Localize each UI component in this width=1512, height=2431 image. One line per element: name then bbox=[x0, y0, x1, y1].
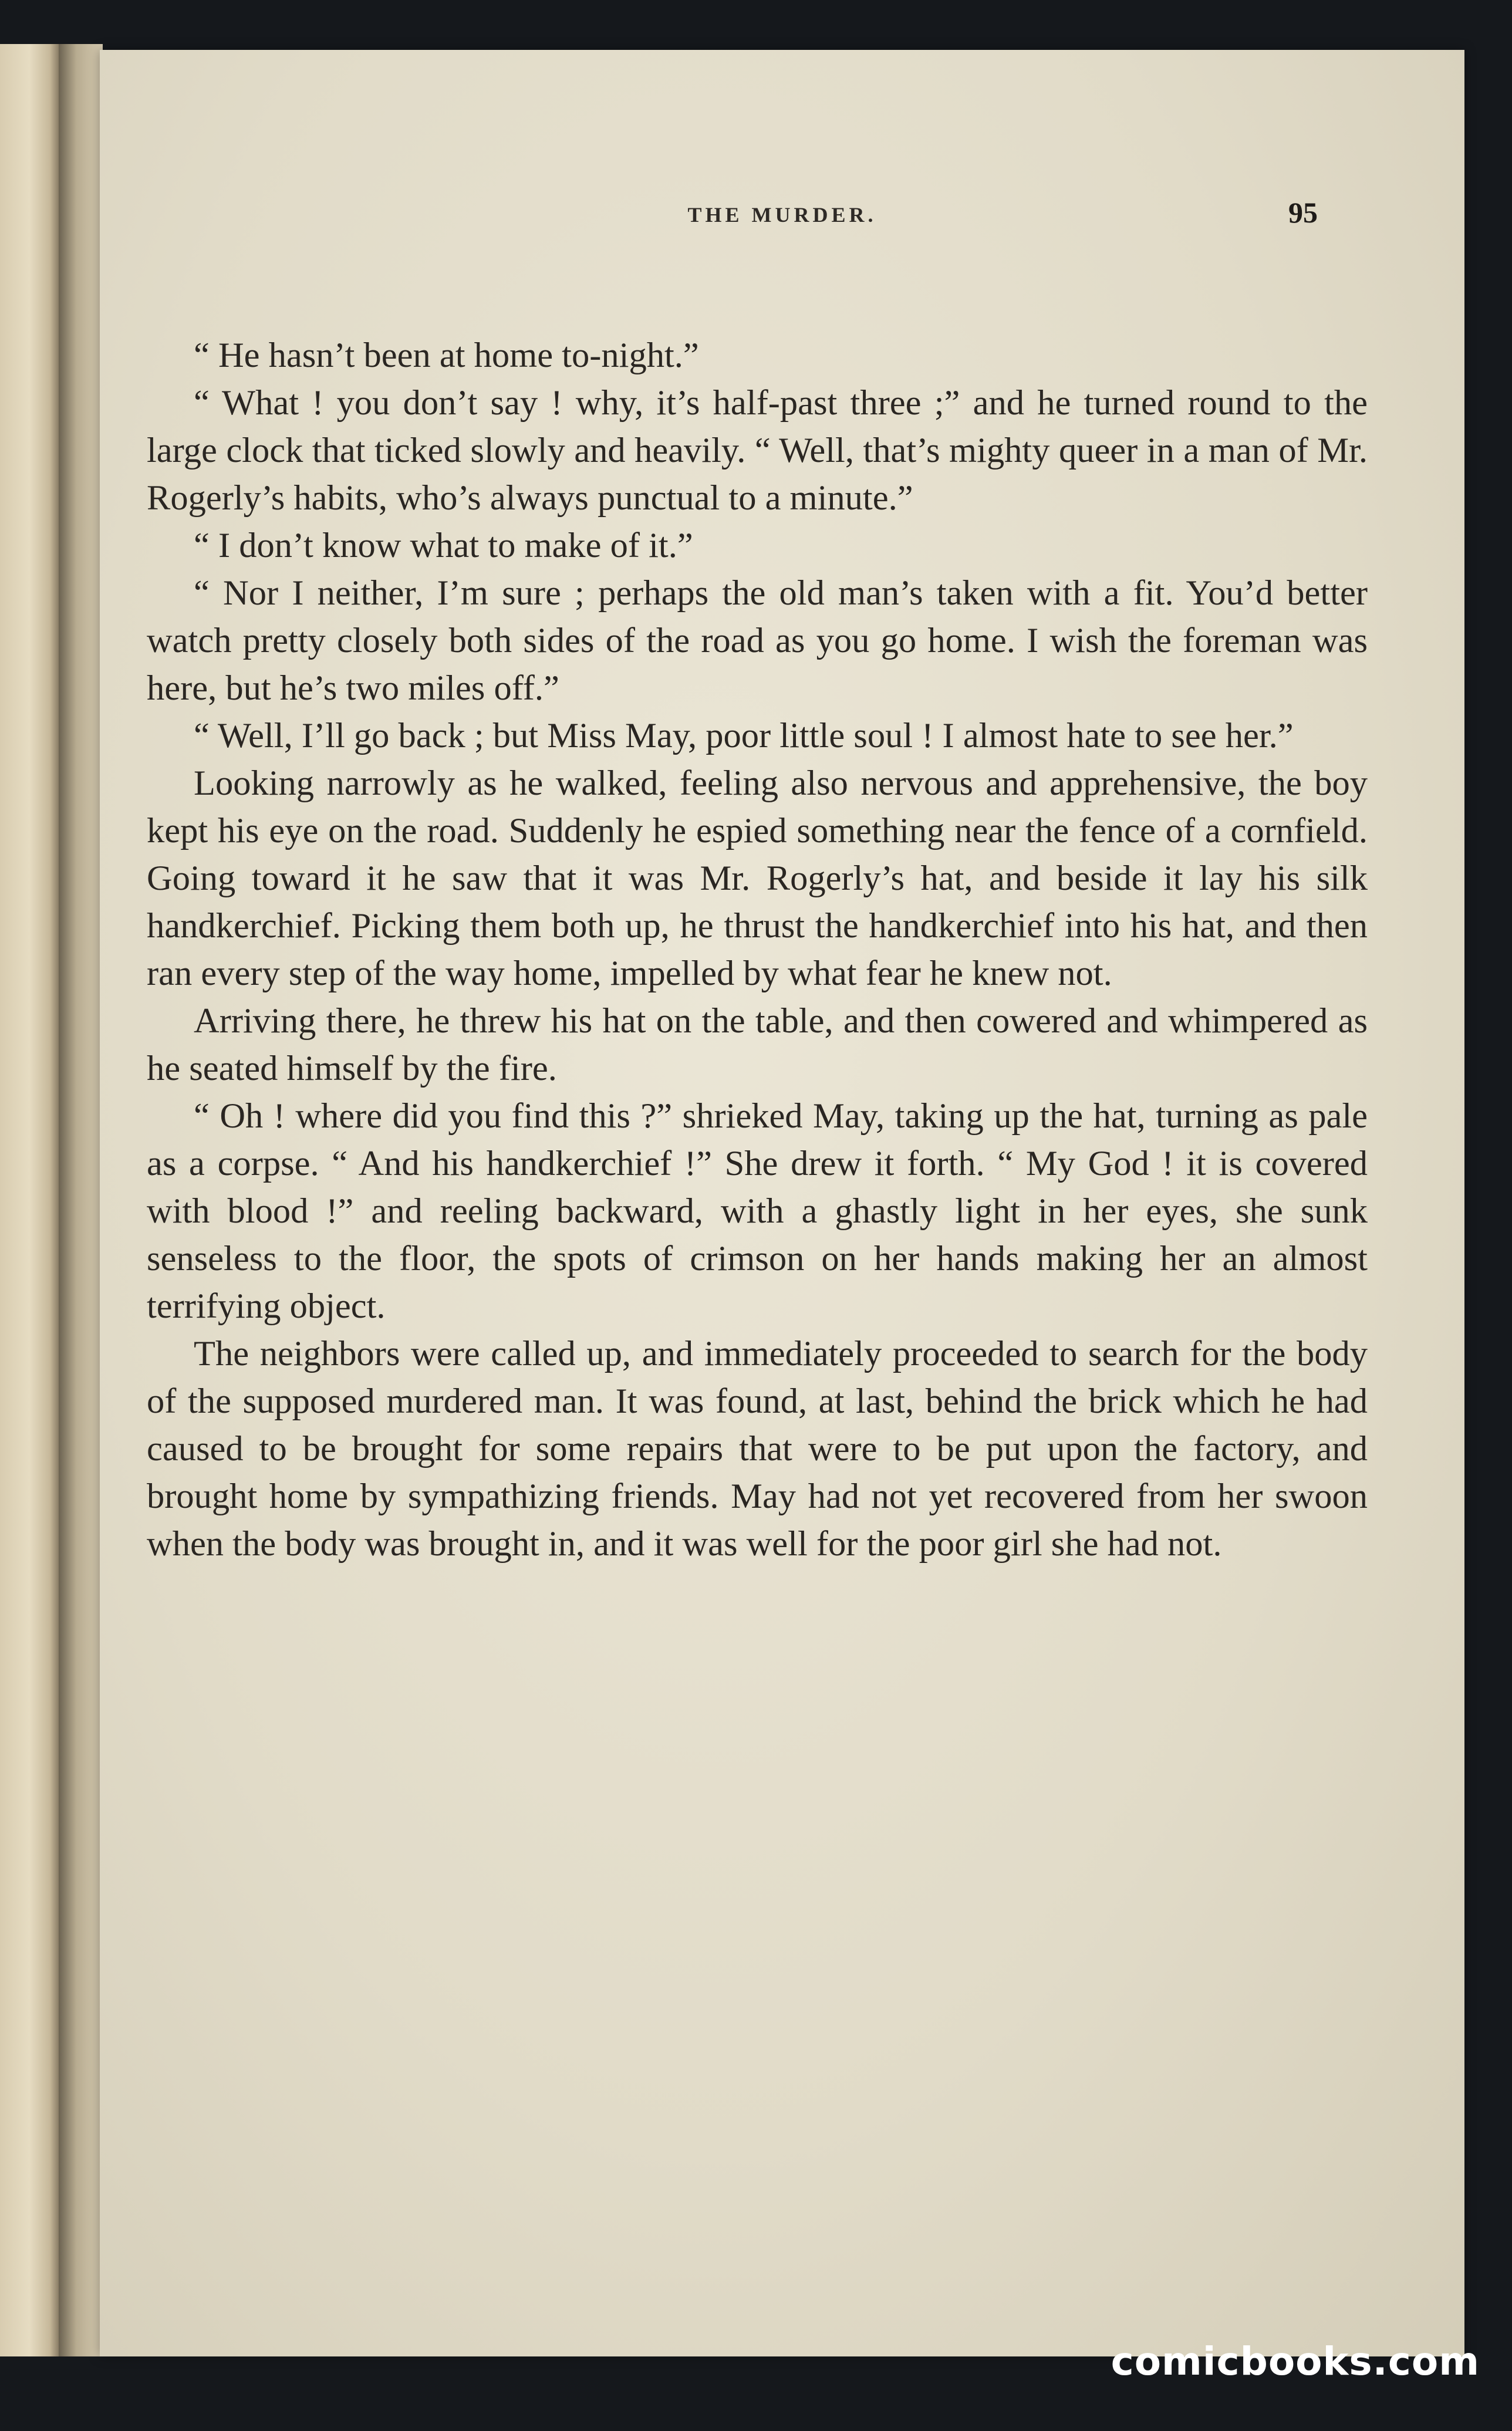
paragraph: “ He hasn’t been at home to-night.” bbox=[194, 336, 699, 375]
paragraph: “ Oh ! where did you find this ?” shrieked May, taking up the hat, turning as pale as a corpse. “ And his handkerchief !” She drew it forth. “ My God ! it is covered with blood !” and reeling backward, with a ghastly light in her eyes, she sunk senseless to the floor, the spots of crimson on her hands making her an almost terrifying object. bbox=[147, 1096, 1368, 1326]
paragraph: Looking narrowly as he walked, feeling also nervous and apprehensive, the boy kept his eye on the road. Suddenly he espied something near the fence of a cornfield. Going toward it he saw that it was Mr. Rogerly’s hat, and beside it lay his silk handkerchief. Picking them both up, he thrust the handkerchief into his hat, and then ran every step of the way home, impelled by what fear he knew not. bbox=[147, 764, 1368, 993]
paragraph: “ I don’t know what to make of it.” bbox=[194, 526, 693, 565]
paragraph: “ Well, I’ll go back ; but Miss May, poor little soul ! I almost hate to see her.” bbox=[194, 716, 1294, 755]
body-text bbox=[147, 332, 1368, 1568]
site-watermark: comicbooks.com bbox=[1111, 2339, 1480, 2384]
page-number: 95 bbox=[1288, 196, 1318, 229]
book-gutter bbox=[59, 44, 103, 2356]
paragraph: The neighbors were called up, and immediately proceeded to search for the body of the supposed murdered man. It was found, at last, behind the brick which he had caused to be brought for some repairs that were to be put upon the factory, and brought home by sympathizing friends. May had not yet recovered from her swoon when the body was brought in, and it was well for the poor girl she had not. bbox=[147, 1334, 1368, 1564]
paragraph: “ What ! you don’t say ! why, it’s half-past three ;” and he turned round to the large clock that ticked slowly and heavily. “ Well, that’s mighty queer in a man of Mr. Rogerly’s habits, who’s always punctual to a minute.” bbox=[147, 383, 1368, 518]
book-page bbox=[100, 50, 1464, 2356]
paragraph: “ Nor I neither, I’m sure ; perhaps the old man’s taken with a fit. You’d better watch pretty closely both sides of the road as you go home. I wish the foreman was here, but he’s two miles off.” bbox=[147, 573, 1368, 708]
running-head: THE MURDER. bbox=[687, 203, 877, 227]
left-page-edge bbox=[0, 44, 59, 2356]
paragraph: Arriving there, he threw his hat on the table, and then cowered and whimpered as he seated himself by the fire. bbox=[147, 1001, 1368, 1088]
